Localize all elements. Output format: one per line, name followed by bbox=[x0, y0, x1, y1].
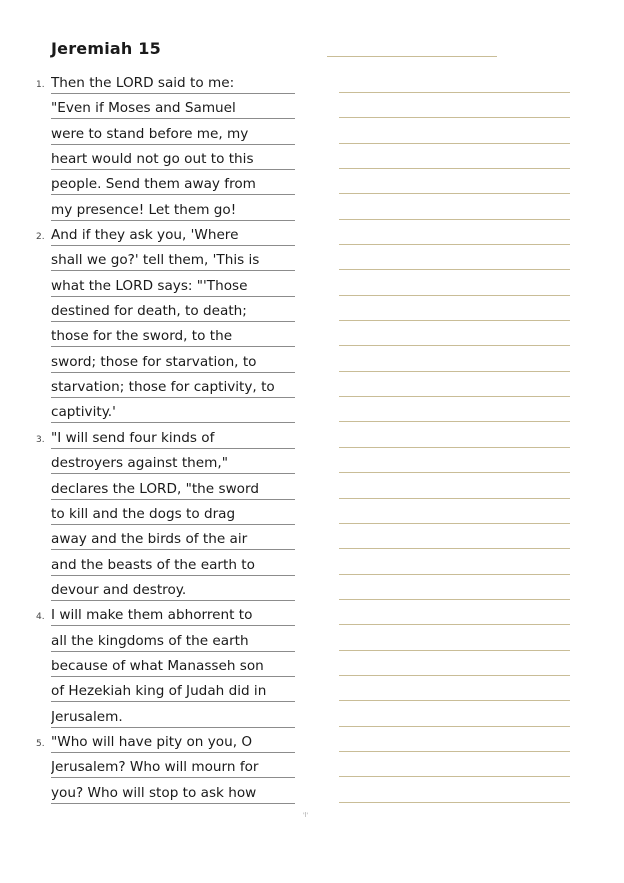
verse-row bbox=[0, 605, 624, 630]
page-title: Jeremiah 15 bbox=[51, 39, 161, 58]
copy-writing-line[interactable] bbox=[339, 523, 570, 524]
verse-row bbox=[0, 732, 624, 757]
copy-writing-line[interactable] bbox=[339, 320, 570, 321]
copy-writing-line[interactable] bbox=[339, 143, 570, 144]
verse-number: 1. bbox=[36, 80, 45, 90]
copy-writing-line[interactable] bbox=[339, 371, 570, 372]
verse-text-line: destroyers against them," bbox=[51, 453, 295, 474]
verse-text-line: were to stand before me, my bbox=[51, 124, 295, 145]
verse-row bbox=[0, 555, 624, 580]
verse-row bbox=[0, 149, 624, 174]
verse-text-line: those for the sword, to the bbox=[51, 326, 295, 347]
verse-text-line: destined for death, to death; bbox=[51, 301, 295, 322]
verse-text-line: "Who will have pity on you, O bbox=[51, 732, 295, 753]
verse-row bbox=[0, 124, 624, 149]
verse-text-line: to kill and the dogs to drag bbox=[51, 504, 295, 525]
verse-text-line: of Hezekiah king of Judah did in bbox=[51, 681, 295, 702]
verse-text-line: shall we go?' tell them, 'This is bbox=[51, 250, 295, 271]
verse-row bbox=[0, 681, 624, 706]
verse-text-line: "Even if Moses and Samuel bbox=[51, 98, 295, 119]
verse-text-line: starvation; those for captivity, to bbox=[51, 377, 295, 398]
verse-text-line: declares the LORD, "the sword bbox=[51, 479, 295, 500]
copy-writing-line[interactable] bbox=[339, 726, 570, 727]
verse-text-line: heart would not go out to this bbox=[51, 149, 295, 170]
verse-text-line: And if they ask you, 'Where bbox=[51, 225, 295, 246]
copy-writing-line[interactable] bbox=[339, 776, 570, 777]
verse-row bbox=[0, 200, 624, 225]
verse-row bbox=[0, 73, 624, 98]
copy-writing-line[interactable] bbox=[339, 700, 570, 701]
copy-writing-line[interactable] bbox=[339, 421, 570, 422]
verse-row bbox=[0, 580, 624, 605]
verse-row bbox=[0, 352, 624, 377]
title-writing-line[interactable] bbox=[327, 56, 497, 57]
verse-text-line: people. Send them away from bbox=[51, 174, 295, 195]
verse-row bbox=[0, 631, 624, 656]
copy-writing-line[interactable] bbox=[339, 472, 570, 473]
verse-row bbox=[0, 757, 624, 782]
verse-text-line: "I will send four kinds of bbox=[51, 428, 295, 449]
verse-row bbox=[0, 174, 624, 199]
verse-row bbox=[0, 428, 624, 453]
page-number: 'l' bbox=[303, 812, 308, 819]
verse-row bbox=[0, 707, 624, 732]
verse-text-line: Jerusalem. bbox=[51, 707, 295, 728]
verse-row bbox=[0, 326, 624, 351]
verse-text-line: all the kingdoms of the earth bbox=[51, 631, 295, 652]
copy-writing-line[interactable] bbox=[339, 624, 570, 625]
verse-row bbox=[0, 453, 624, 478]
copy-writing-line[interactable] bbox=[339, 219, 570, 220]
verse-lines bbox=[0, 73, 624, 808]
verse-row bbox=[0, 529, 624, 554]
verse-row bbox=[0, 301, 624, 326]
copy-writing-line[interactable] bbox=[339, 295, 570, 296]
verse-row bbox=[0, 377, 624, 402]
verse-text-line: you? Who will stop to ask how bbox=[51, 783, 295, 804]
copy-writing-line[interactable] bbox=[339, 574, 570, 575]
copy-writing-line[interactable] bbox=[339, 498, 570, 499]
verse-text-line: captivity.' bbox=[51, 402, 295, 423]
verse-text-line: away and the birds of the air bbox=[51, 529, 295, 550]
verse-number: 2. bbox=[36, 232, 45, 243]
copy-writing-line[interactable] bbox=[339, 193, 570, 194]
copy-writing-line[interactable] bbox=[339, 244, 570, 245]
verse-number: 4. bbox=[36, 612, 45, 623]
copy-writing-line[interactable] bbox=[339, 269, 570, 270]
copy-writing-line[interactable] bbox=[339, 675, 570, 676]
copy-writing-line[interactable] bbox=[339, 802, 570, 803]
copy-writing-line[interactable] bbox=[339, 92, 570, 93]
verse-text-line: what the LORD says: "'Those bbox=[51, 276, 295, 297]
copy-writing-line[interactable] bbox=[339, 548, 570, 549]
verse-row bbox=[0, 479, 624, 504]
verse-text-line: sword; those for starvation, to bbox=[51, 352, 295, 373]
verse-row bbox=[0, 504, 624, 529]
verse-text-line: I will make them abhorrent to bbox=[51, 605, 295, 626]
verse-text-line: devour and destroy. bbox=[51, 580, 295, 601]
copy-writing-line[interactable] bbox=[339, 447, 570, 448]
copy-writing-line[interactable] bbox=[339, 345, 570, 346]
verse-number: 5. bbox=[36, 738, 45, 749]
verse-row bbox=[0, 98, 624, 123]
verse-text-line: my presence! Let them go! bbox=[51, 200, 295, 221]
verse-row bbox=[0, 656, 624, 681]
copy-writing-line[interactable] bbox=[339, 396, 570, 397]
copy-writing-line[interactable] bbox=[339, 599, 570, 600]
verse-text-line: because of what Manasseh son bbox=[51, 656, 295, 677]
verse-number: 3. bbox=[36, 434, 45, 445]
copy-writing-line[interactable] bbox=[339, 117, 570, 118]
copy-writing-line[interactable] bbox=[339, 650, 570, 651]
verse-row bbox=[0, 402, 624, 427]
verse-row bbox=[0, 276, 624, 301]
verse-text-line: Jerusalem? Who will mourn for bbox=[51, 757, 295, 778]
copy-writing-line[interactable] bbox=[339, 168, 570, 169]
verse-row bbox=[0, 250, 624, 275]
verse-text-line: and the beasts of the earth to bbox=[51, 555, 295, 576]
verse-row bbox=[0, 783, 624, 808]
verse-row bbox=[0, 225, 624, 250]
copy-writing-line[interactable] bbox=[339, 751, 570, 752]
verse-text-line: Then the LORD said to me: bbox=[51, 73, 295, 94]
